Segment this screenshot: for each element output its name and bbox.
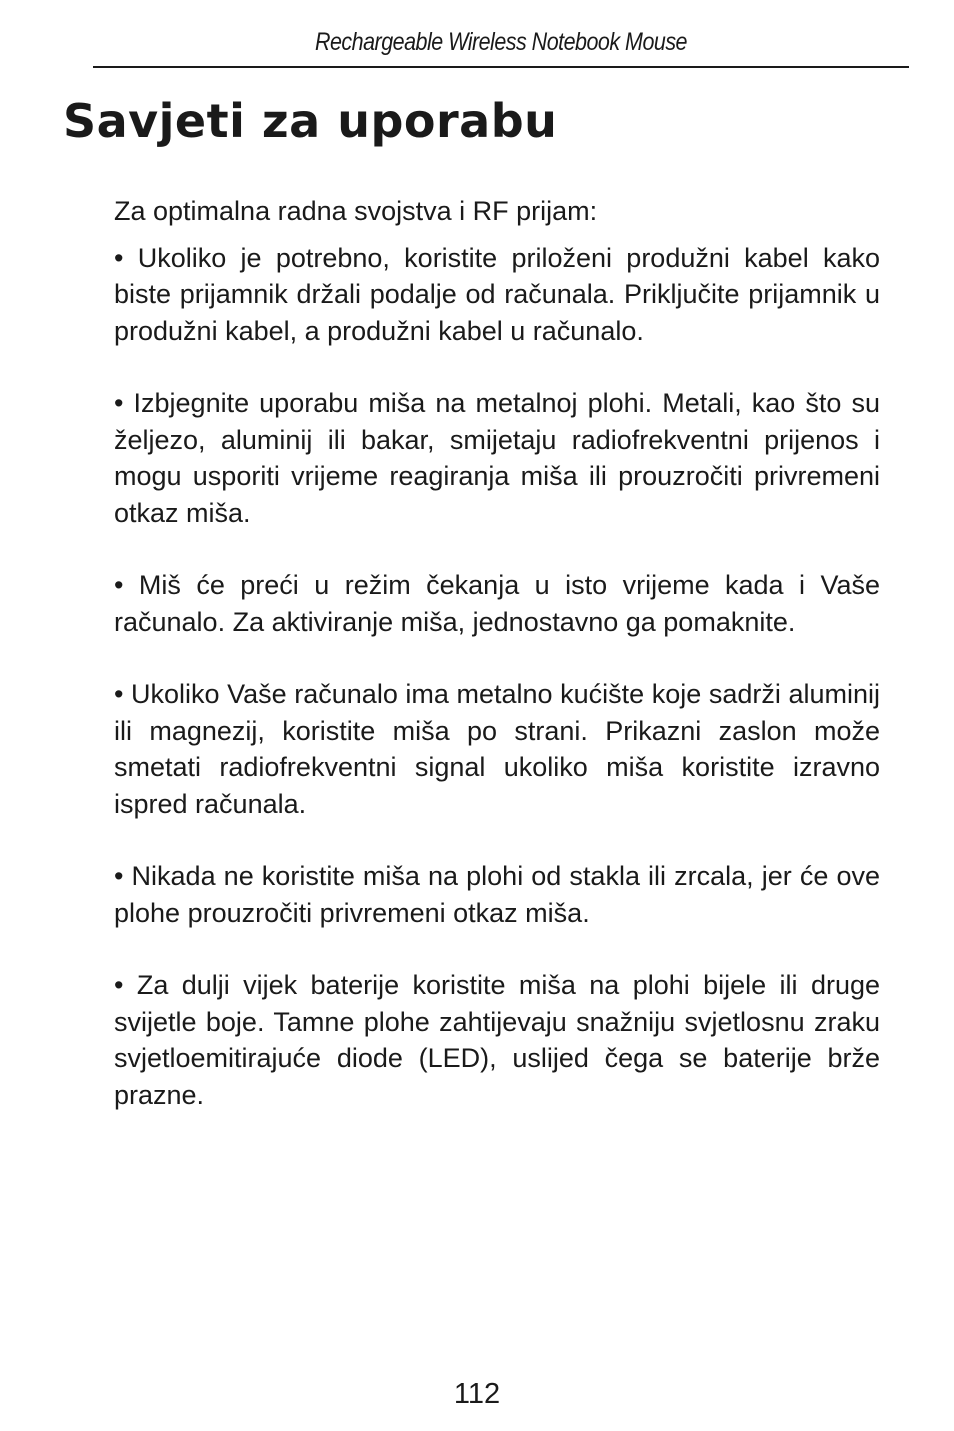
- tip-paragraph: • Ukoliko je potrebno, koristite priloženi produžni kabel kako biste prijamnik držali podalje od računala. Priključite prijamnik u produžni kabel, a produžni kabel u računalo.: [114, 242, 880, 346]
- tip-paragraph: • Izbjegnite uporabu miša na metalnoj plohi. Metali, kao što su željezo, aluminij ili bakar, smijetaju radiofrekventni prijenos i mogu usporiti vrijeme reagiranja miša ili prouzročiti privremeni otkaz miša.: [114, 388, 880, 528]
- tip-paragraph: • Ukoliko Vaše računalo ima metalno kućište koje sadrži aluminij ili magnezij, koristite miša po strani. Prikazni zaslon može smetati radiofrekventni signal ukoliko miša koristite izravno ispred računala.: [114, 679, 880, 819]
- intro-text: Za optimalna radna svojstva i RF prijam:: [114, 196, 598, 226]
- tip-paragraph: • Miš će preći u režim čekanja u isto vrijeme kada i Vaše računalo. Za aktiviranje miša, jednostavno ga pomaknite.: [114, 570, 880, 637]
- page-number: 112: [453, 1378, 501, 1410]
- page-title: Savjeti za uporabu: [63, 94, 558, 148]
- running-header: [93, 28, 909, 68]
- running-header-title: Rechargeable Wireless Notebook Mouse: [314, 28, 688, 56]
- tip-paragraph: • Za dulji vijek baterije koristite miša na plohi bijele ili druge svijetle boje. Tamne plohe zahtijevaju snažniju svjetlosnu zraku svjetloemitirajuće diode (LED), uslijed čega se baterije brže prazne.: [114, 970, 880, 1110]
- tips-content: [114, 193, 880, 1149]
- tip-paragraph: • Nikada ne koristite miša na plohi od stakla ili zrcala, jer će ove plohe prouzročiti privremeni otkaz miša.: [114, 861, 880, 928]
